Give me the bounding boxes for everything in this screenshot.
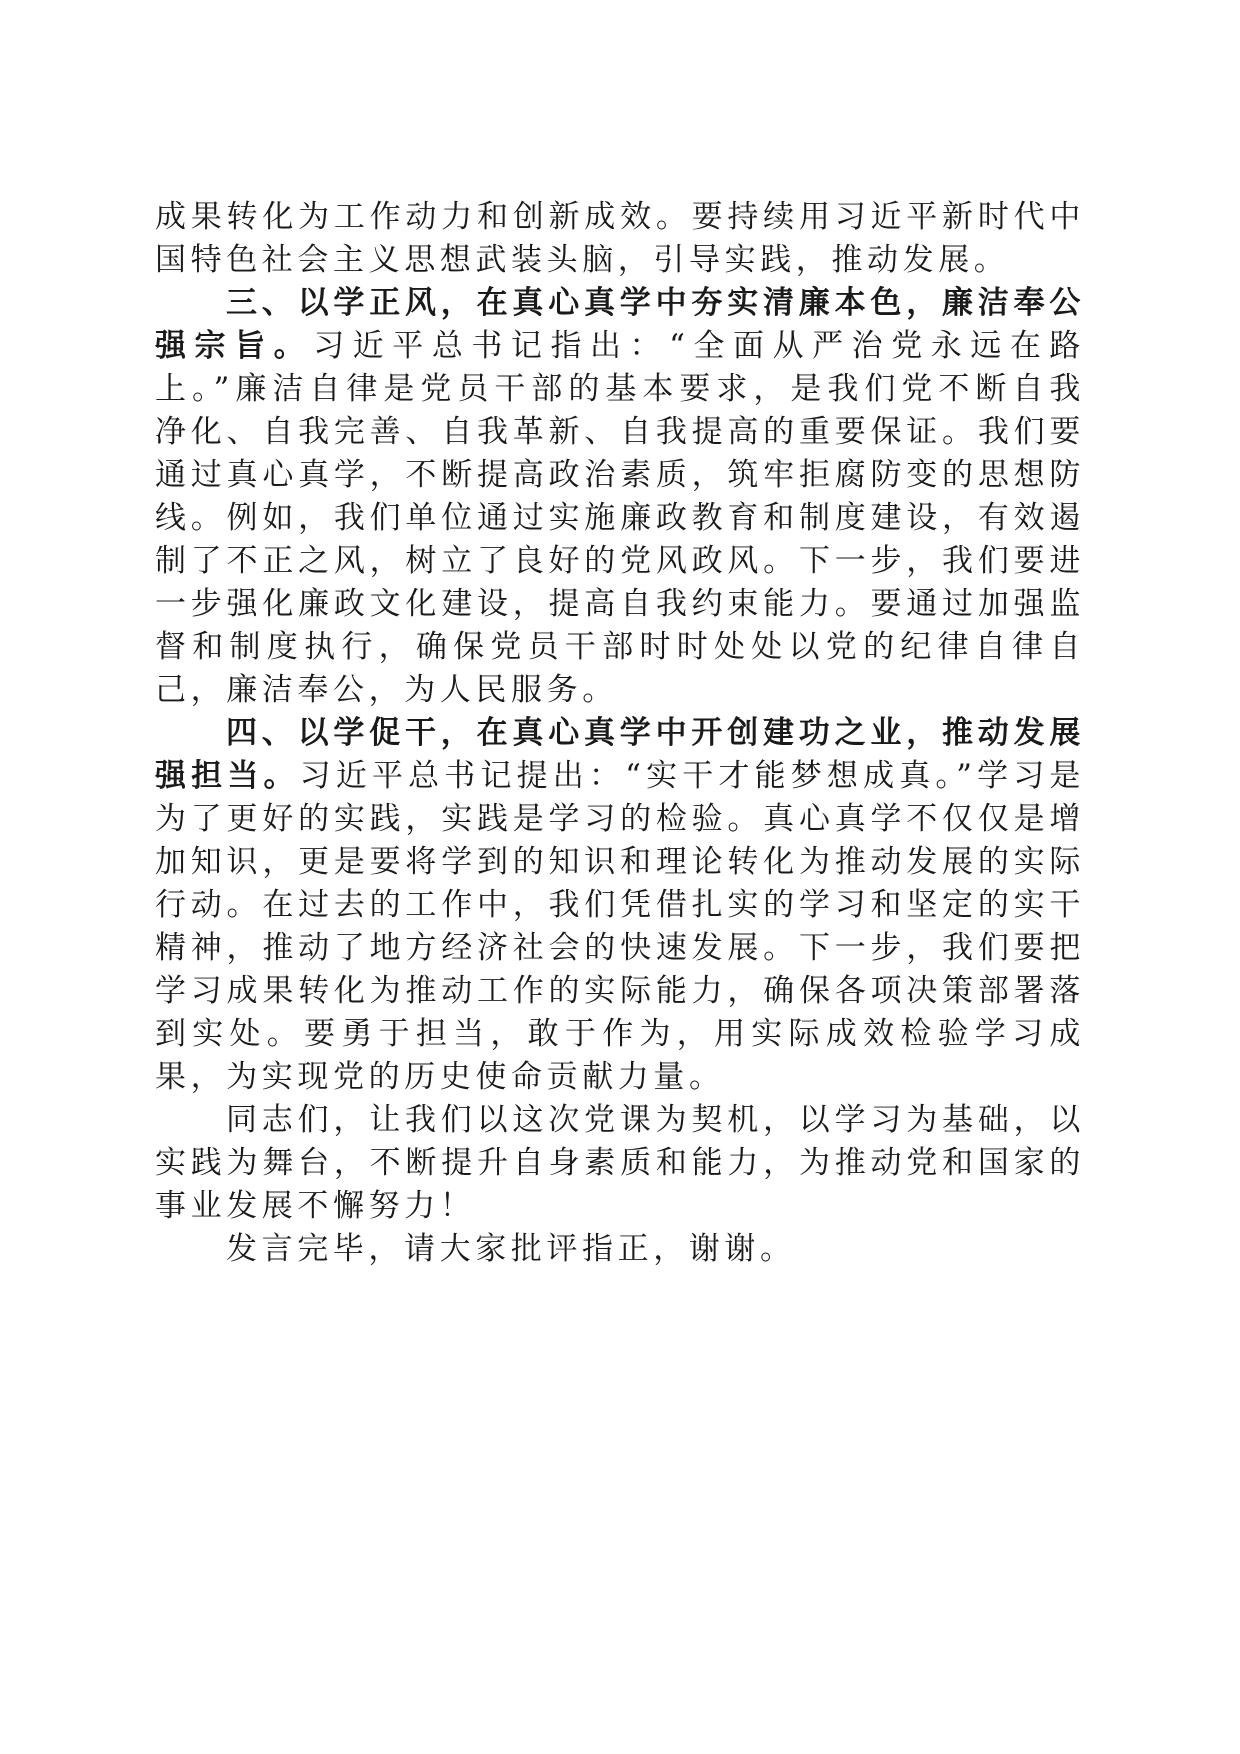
paragraph-continuation <box>155 196 1085 282</box>
paragraph-text: 发言完毕，请大家批评指正，谢谢。 <box>226 1231 796 1267</box>
section-heading: 四、以学促干，在真心真学中开创建功之业，推动发展强担当。 <box>155 715 1085 794</box>
paragraph-closing-remark <box>155 1228 1085 1271</box>
paragraph-text: 习近平总书记提出：“实干才能梦想成真。”学习是为了更好的实践，实践是学习的检验。真心真学不仅仅是增加知识，更是要将学到的知识和理论转化为推动发展的实际行动。在过去的工作中，我们凭借扎实的学习和坚定的实干精神，推动了地方经济社会的快速发展。下一步，我们要把学习成果转化为推动工作的实际能力，确保各项决策部署落到实处。要勇于担当，敢于作为，用实际成效检验学习成果，为实现党的历史使命贡献力量。 <box>155 758 1085 1095</box>
paragraph-section-four <box>155 712 1085 1099</box>
section-heading: 三、以学正风，在真心真学中夯实清廉本色，廉洁奉公强宗旨。 <box>155 285 1085 364</box>
document-body <box>155 196 1085 1271</box>
paragraph-section-three <box>155 282 1085 712</box>
paragraph-closing-appeal <box>155 1099 1085 1228</box>
paragraph-text: 习近平总书记指出：“全面从严治党永远在路上。”廉洁自律是党员干部的基本要求，是我们党不断自我净化、自我完善、自我革新、自我提高的重要保证。我们要通过真心真学，不断提高政治素质，筑牢拒腐防变的思想防线。例如，我们单位通过实施廉政教育和制度建设，有效遏制了不正之风，树立了良好的党风政风。下一步，我们要进一步强化廉政文化建设，提高自我约束能力。要通过加强监督和制度执行，确保党员干部时时处处以党的纪律自律自己，廉洁奉公，为人民服务。 <box>155 328 1085 708</box>
paragraph-text: 成果转化为工作动力和创新成效。要持续用习近平新时代中国特色社会主义思想武装头脑，引导实践，推动发展。 <box>155 199 1085 278</box>
paragraph-text: 同志们，让我们以这次党课为契机，以学习为基础，以实践为舞台，不断提升自身素质和能力，为推动党和国家的事业发展不懈努力！ <box>155 1102 1085 1224</box>
